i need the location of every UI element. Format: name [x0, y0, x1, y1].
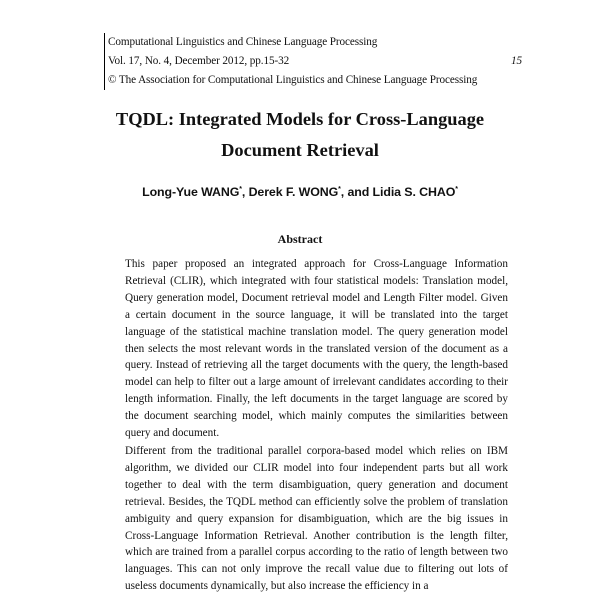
author-name: Derek F. WONG [248, 185, 339, 199]
abstract-heading: Abstract [277, 232, 323, 246]
author-affiliation-mark: * [455, 185, 458, 193]
paper-title [60, 104, 540, 166]
author-affiliation-mark: * [338, 185, 341, 193]
author-separator: , and [340, 185, 373, 199]
author-list [60, 185, 540, 199]
copyright-line: © The Association for Computational Linguistics and Chinese Language Processing [108, 74, 478, 86]
author-name: Lidia S. CHAO [372, 185, 456, 199]
title-line-1: TQDL: Integrated Models for Cross-Language [115, 109, 485, 129]
abstract-paragraph: Different from the traditional parallel corpora-based model which relies on IBM algorithm, we divided our CLIR model into four independent parts but all work together to deal with the term disambiguation, query generation and document retrieval. Besides, the TQDL method can efficiently solve the problem of translation ambiguity and query expansion for disambiguation, which are the big issues in Cross-Language Information Retrieval. Another contribution is the length filter, which are trained from a parallel corpus according to the ratio of length between two languages. This can not only improve the recall value due to filtering out lots of useless documents dynamically, but also increase the efficiency in a [125, 445, 508, 593]
journal-name: Computational Linguistics and Chinese Language Processing [108, 36, 378, 48]
title-line-2: Document Retrieval [221, 140, 379, 160]
author-affiliation-mark: * [239, 185, 242, 193]
author-separator: , [241, 185, 249, 199]
volume-row [108, 52, 522, 71]
page-number: 15 [511, 55, 522, 67]
journal-header [104, 33, 522, 90]
abstract-paragraph: This paper proposed an integrated approach for Cross-Language Information Retrieval (CLIR), which integrated with four statistical models: Translation model, Query generation model, Document retrieval model and Length Filter model. Given a certain document in the source language, it will be translated into the target language of the statistical machine translation model. The query generation model then selects the most relevant words in the translated version of the document as a query. Instead of retrieving all the target documents with the query, the length-based model can help to filter out a large amount of irrelevant candidates according to their length information. Finally, the left documents in the target language are scored by the document searching model, which mainly computes the similarities between query and document. [125, 258, 508, 440]
volume-info: Vol. 17, No. 4, December 2012, pp.15-32 [108, 55, 290, 67]
author-name: Long-Yue WANG [142, 185, 240, 199]
